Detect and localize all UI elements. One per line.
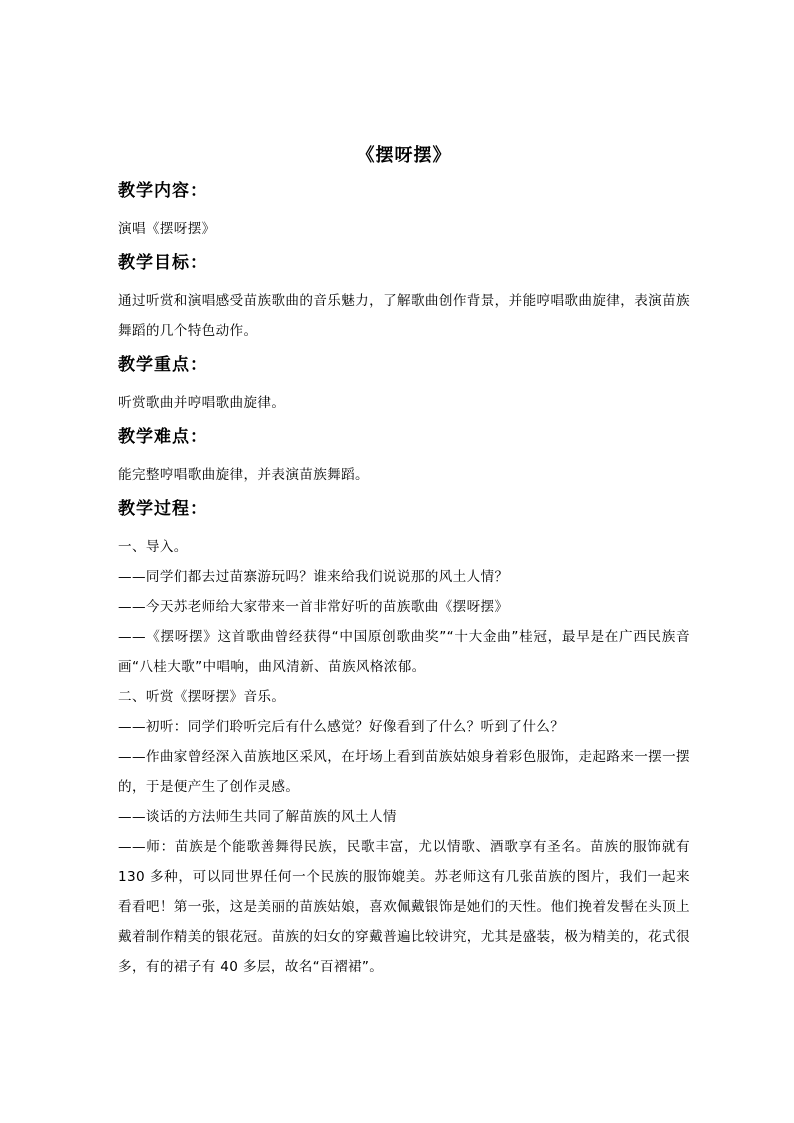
process-paragraph: ——同学们都去过苗寨游玩吗？谁来给我们说说那的风土人情？ <box>118 569 509 585</box>
process-paragraph: ——《摆呀摆》这首歌曲曾经获得“中国原创歌曲奖”“十大金曲”桂冠，最早是在广西民族音画“八桂大歌”中唱响，曲风清新、苗族风格浓郁。 <box>118 629 690 675</box>
section-text-difficulties: 能完整哼唱歌曲旋律，并表演苗族舞蹈。 <box>118 467 369 483</box>
process-paragraph: ——谈话的方法师生共同了解苗族的风土人情 <box>118 809 397 825</box>
section-text-objectives: 通过听赏和演唱感受苗族歌曲的音乐魅力，了解歌曲创作背景，并能哼唱歌曲旋律，表演苗族舞蹈的几个特色动作。 <box>118 293 690 339</box>
section-heading-content: 教学内容： <box>118 181 208 201</box>
process-paragraph: ——初听：同学们聆听完后有什么感觉？好像看到了什么？听到了什么？ <box>118 719 565 735</box>
process-paragraph: ——师：苗族是个能歌善舞得民族，民歌丰富，尤以情歌、酒歌享有圣名。苗族的服饰就有 130 多种，可以同世界任何一个民族的服饰媲美。苏老师这有几张苗族的图片，我们一起来看看吧！第一张，这是美丽的苗族姑娘，喜欢佩戴银饰是她们的天性。他们挽着发髻在头顶上戴着制作精美的银花冠。苗族的妇女的穿戴普遍比较讲究，尤其是盛装，极为精美的，花式很多，有的裙子有 40 多层，故名“百褶裙”。 <box>118 839 690 975</box>
process-paragraph: ——作曲家曾经深入苗族地区采风，在圩场上看到苗族姑娘身着彩色服饰，走起路来一摆一摆的，于是便产生了创作灵感。 <box>118 749 690 795</box>
section-content <box>118 176 690 244</box>
section-difficulties <box>118 422 690 490</box>
section-key-points <box>118 350 690 418</box>
process-paragraph: 二、听赏《摆呀摆》音乐。 <box>118 689 286 705</box>
section-heading-difficulties: 教学难点： <box>118 427 208 447</box>
section-text-content: 演唱《摆呀摆》 <box>118 221 216 237</box>
section-text-key-points: 听赏歌曲并哼唱歌曲旋律。 <box>118 395 286 411</box>
process-paragraph: ——今天苏老师给大家带来一首非常好听的苗族歌曲《摆呀摆》 <box>118 599 509 615</box>
section-heading-objectives: 教学目标： <box>118 253 208 273</box>
process-paragraphs <box>118 532 690 982</box>
section-objectives <box>118 248 690 346</box>
section-heading-process: 教学过程： <box>118 499 208 519</box>
process-paragraph: 一、导入。 <box>118 539 188 555</box>
page-title: 《摆呀摆》 <box>356 145 452 166</box>
document-body <box>118 140 690 982</box>
section-heading-key-points: 教学重点： <box>118 355 208 375</box>
section-process <box>118 494 690 982</box>
